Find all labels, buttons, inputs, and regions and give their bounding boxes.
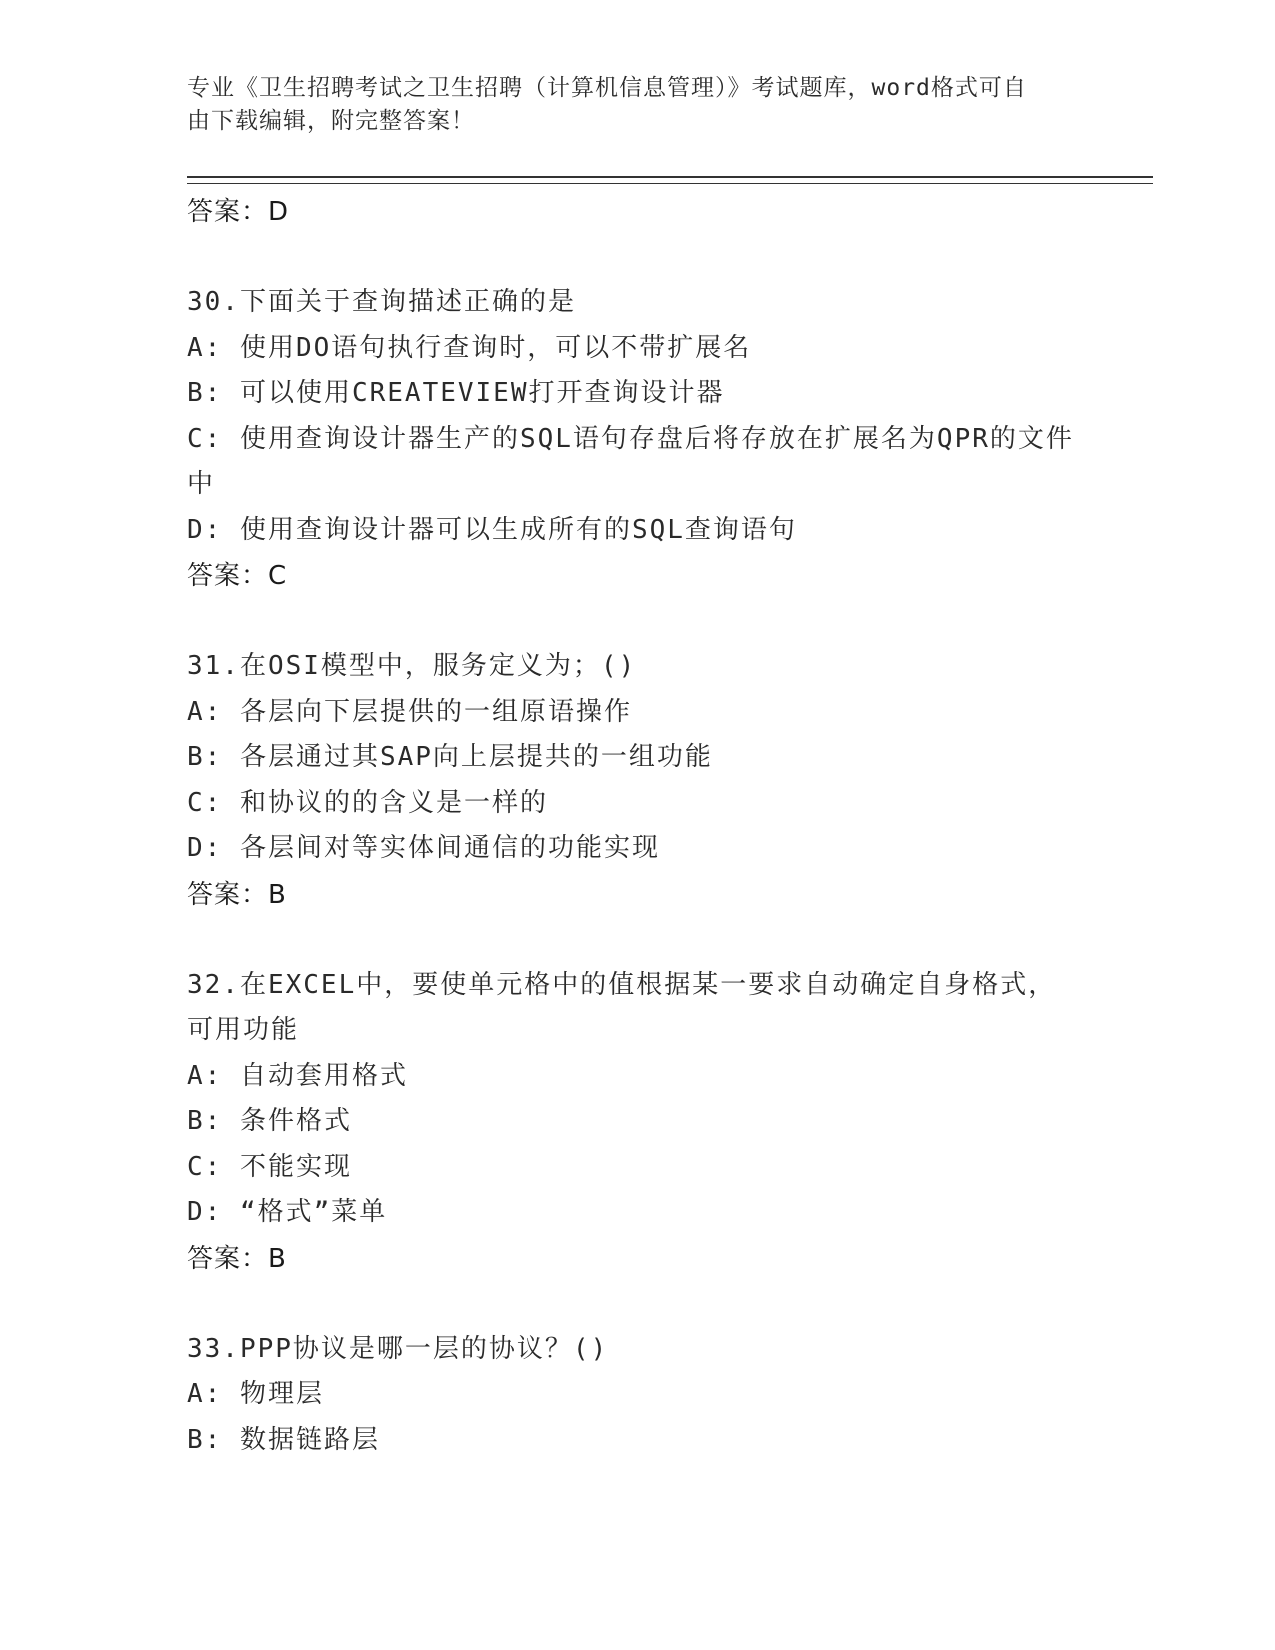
option-d: D: 各层间对等实体间通信的功能实现 — [187, 833, 660, 863]
question-stem: 30.下面关于查询描述正确的是 — [187, 287, 576, 317]
question-stem: 31.在OSI模型中，服务定义为；() — [187, 651, 637, 681]
document-header — [187, 72, 1067, 138]
header-rule-thick — [187, 176, 1153, 178]
question-list — [187, 189, 1087, 1463]
option-a: A: 各层向下层提供的一组原语操作 — [187, 696, 632, 727]
option-d: D: “格式”菜单 — [187, 1197, 388, 1227]
header-rule-thin — [187, 183, 1153, 184]
option-b: B: 各层通过其SAP向上层提共的一组功能 — [187, 742, 713, 772]
header-line-2: 由下载编辑，附完整答案！ — [187, 108, 475, 134]
option-d: D: 使用查询设计器可以生成所有的SQL查询语句 — [187, 514, 797, 545]
question-item-30 — [187, 280, 1087, 599]
option-b: B: 可以使用CREATEVIEW打开查询设计器 — [187, 378, 725, 408]
option-a: A: 物理层 — [187, 1379, 324, 1409]
question-item-31 — [187, 644, 1087, 918]
answer-line: 答案：B — [187, 1243, 287, 1274]
option-a: A: 使用DO语句执行查询时，可以不带扩展名 — [187, 332, 752, 363]
question-stem: 32.在EXCEL中，要使单元格中的值根据某一要求自动确定自身格式，可用功能 — [187, 969, 1057, 1045]
option-b: B: 条件格式 — [187, 1106, 352, 1136]
option-c: C: 和协议的的含义是一样的 — [187, 787, 548, 818]
header-line-1: 专业《卫生招聘考试之卫生招聘（计算机信息管理）》考试题库，word格式可自 — [187, 75, 1027, 101]
option-c: C: 不能实现 — [187, 1151, 352, 1182]
answer-line: 答案：C — [187, 561, 288, 591]
question-item-33 — [187, 1327, 1087, 1464]
option-c: C: 使用查询设计器生产的SQL语句存盘后将存放在扩展名为QPR的文件中 — [187, 423, 1074, 499]
answer-line: 答案：D — [187, 197, 290, 227]
option-a: A: 自动套用格式 — [187, 1060, 408, 1091]
answer-line: 答案：B — [187, 879, 287, 910]
question-stem: 33.PPP协议是哪一层的协议？() — [187, 1333, 609, 1364]
question-item-32 — [187, 963, 1087, 1282]
option-b: B: 数据链路层 — [187, 1424, 380, 1455]
